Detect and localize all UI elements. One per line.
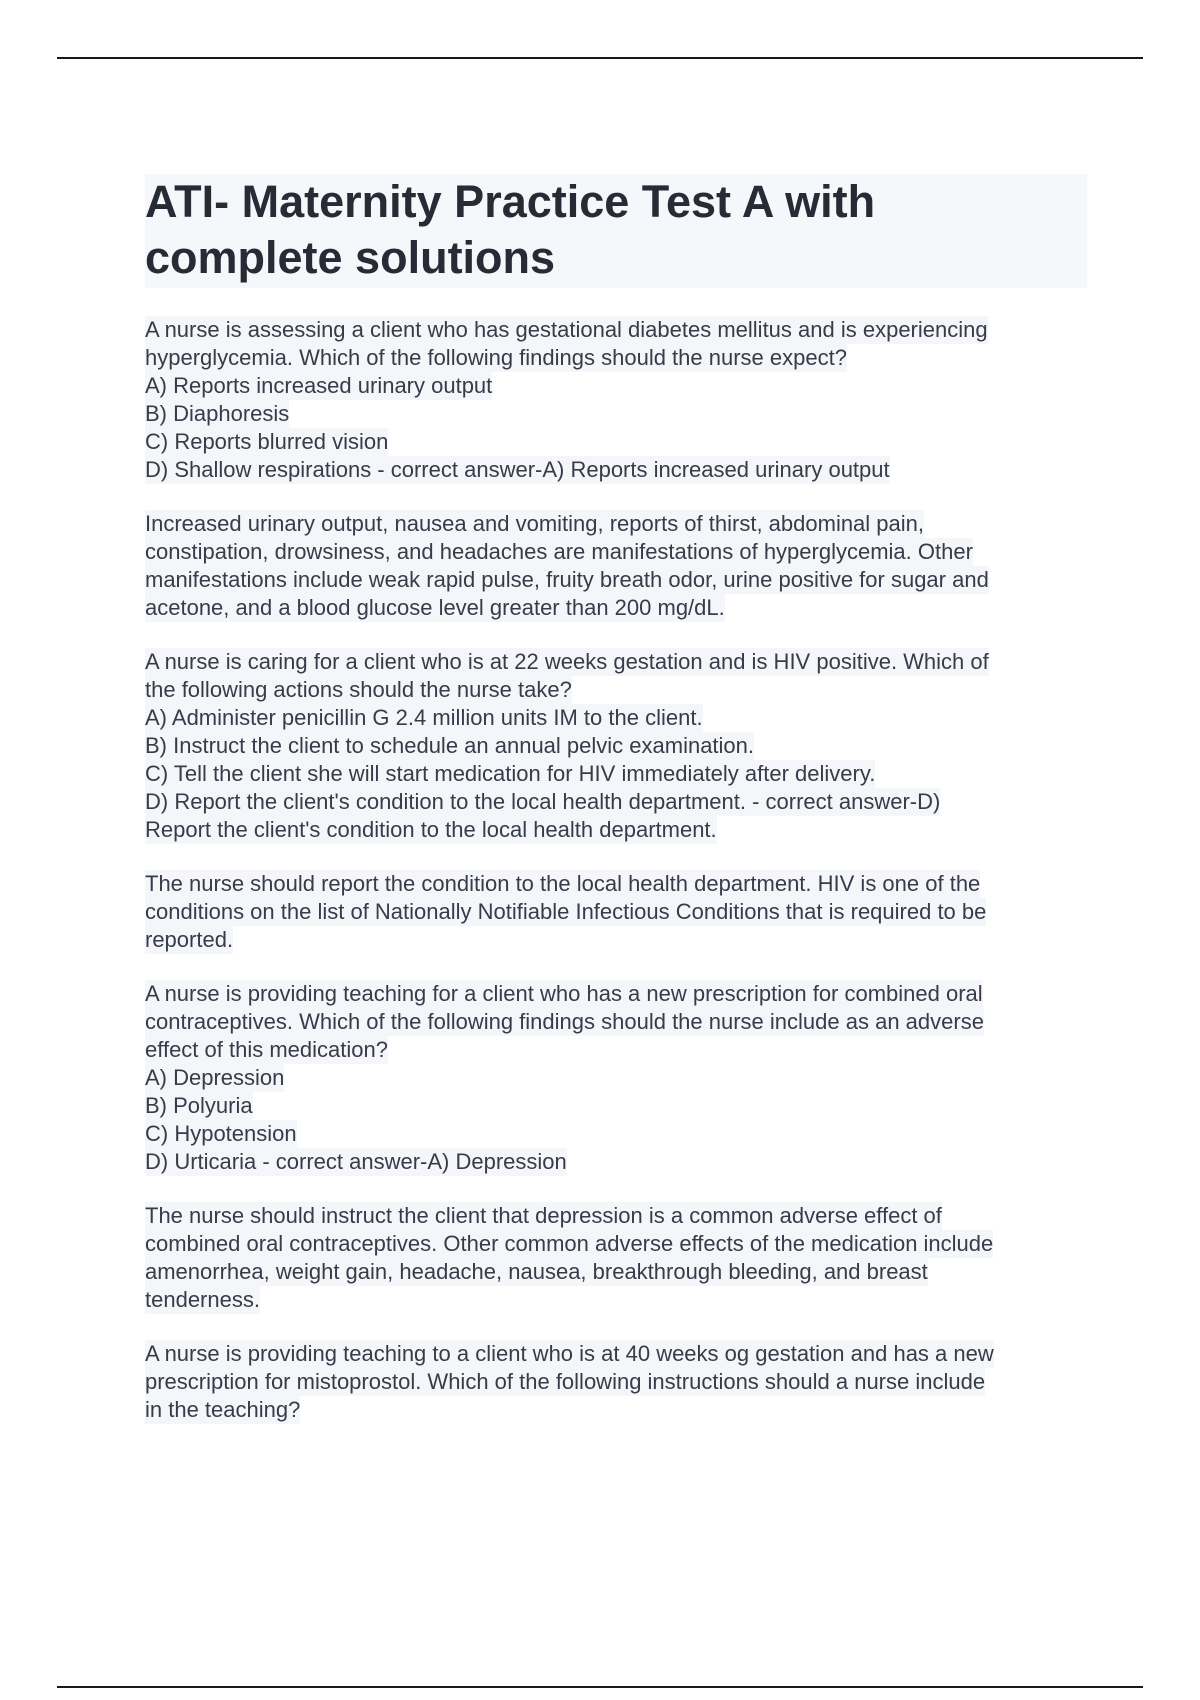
text-line: tenderness.: [145, 1287, 260, 1312]
top-rule: [57, 57, 1143, 59]
text-line: conditions on the list of Nationally Notifiable Infectious Conditions that is required to be: [145, 899, 987, 924]
text-line: manifestations include weak rapid pulse, fruity breath odor, urine positive for sugar and: [145, 567, 989, 592]
option-line: D) Report the client's condition to the local health department. - correct answer-D): [145, 789, 941, 814]
text-line: the following actions should the nurse take?: [145, 677, 572, 702]
text-line: effect of this medication?: [145, 1037, 388, 1062]
text-line: A nurse is providing teaching for a client who has a new prescription for combined oral: [145, 981, 983, 1006]
text-line: constipation, drowsiness, and headaches are manifestations of hyperglycemia. Other: [145, 539, 973, 564]
rationale-2: [145, 870, 1087, 954]
document-body: [145, 174, 1087, 1424]
question-1: [145, 316, 1087, 484]
question-3: [145, 980, 1087, 1176]
option-line: D) Shallow respirations - correct answer-A) Reports increased urinary output: [145, 457, 890, 482]
text-line: in the teaching?: [145, 1397, 301, 1422]
option-line: Report the client's condition to the local health department.: [145, 817, 717, 842]
option-line: C) Reports blurred vision: [145, 429, 389, 454]
text-line: The nurse should instruct the client that depression is a common adverse effect of: [145, 1203, 942, 1228]
text-line: combined oral contraceptives. Other common adverse effects of the medication include: [145, 1231, 994, 1256]
text-line: Increased urinary output, nausea and vomiting, reports of thirst, abdominal pain,: [145, 511, 925, 536]
question-4: [145, 1340, 1087, 1424]
option-line: A) Administer penicillin G 2.4 million units IM to the client.: [145, 705, 703, 730]
text-line: reported.: [145, 927, 234, 952]
text-line: amenorrhea, weight gain, headache, nausea, breakthrough bleeding, and breast: [145, 1259, 928, 1284]
option-line: D) Urticaria - correct answer-A) Depression: [145, 1149, 567, 1174]
option-line: B) Diaphoresis: [145, 401, 290, 426]
rationale-1: [145, 510, 1087, 622]
title-line: complete solutions: [145, 232, 556, 283]
document-title: [145, 174, 1087, 288]
option-line: B) Instruct the client to schedule an annual pelvic examination.: [145, 733, 755, 758]
text-line: contraceptives. Which of the following findings should the nurse include as an adverse: [145, 1009, 984, 1034]
text-line: A nurse is assessing a client who has gestational diabetes mellitus and is experiencing: [145, 317, 988, 342]
text-line: A nurse is caring for a client who is at 22 weeks gestation and is HIV positive. Which of: [145, 649, 989, 674]
text-line: acetone, and a blood glucose level greater than 200 mg/dL.: [145, 595, 725, 620]
option-line: A) Depression: [145, 1065, 285, 1090]
text-line: hyperglycemia. Which of the following findings should the nurse expect?: [145, 345, 847, 370]
text-line: prescription for mistoprostol. Which of the following instructions should a nurse include: [145, 1369, 986, 1394]
option-line: A) Reports increased urinary output: [145, 373, 493, 398]
rationale-3: [145, 1202, 1087, 1314]
text-line: A nurse is providing teaching to a client who is at 40 weeks og gestation and has a new: [145, 1341, 994, 1366]
text-line: The nurse should report the condition to the local health department. HIV is one of the: [145, 871, 981, 896]
title-line: ATI- Maternity Practice Test A with: [145, 176, 876, 227]
bottom-rule: [57, 1686, 1143, 1688]
option-line: C) Tell the client she will start medication for HIV immediately after delivery.: [145, 761, 876, 786]
option-line: B) Polyuria: [145, 1093, 253, 1118]
question-2: [145, 648, 1087, 844]
option-line: C) Hypotension: [145, 1121, 297, 1146]
